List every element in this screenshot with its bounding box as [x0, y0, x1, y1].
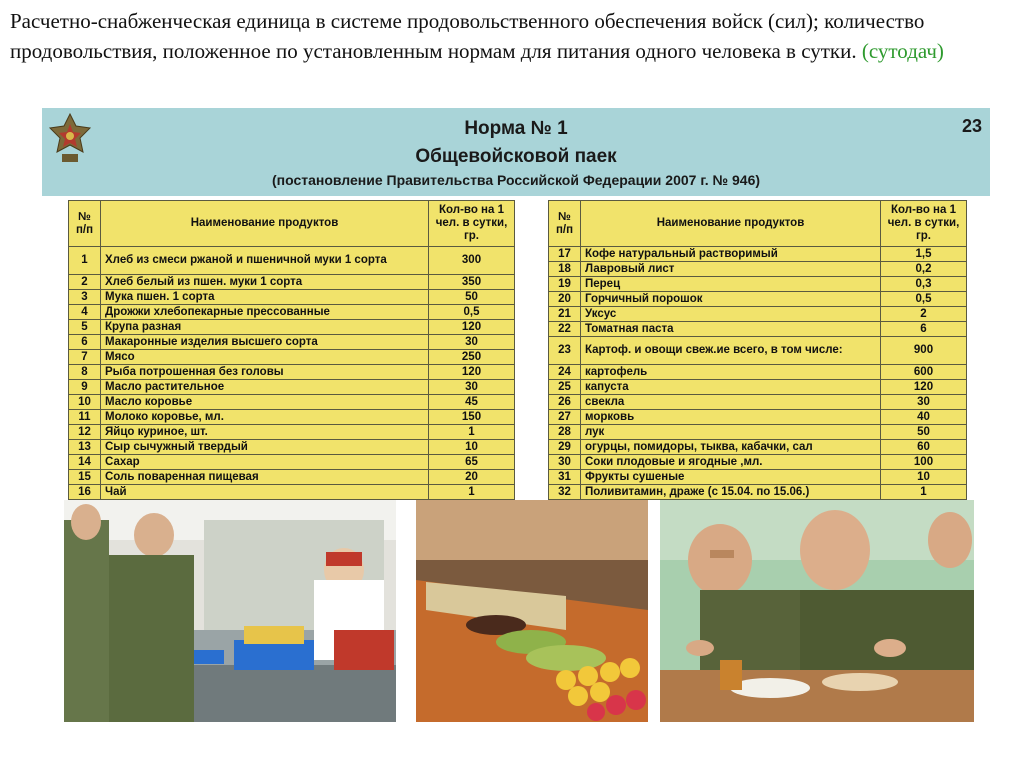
daily-quantity: 2 — [881, 307, 967, 322]
row-number: 20 — [549, 292, 581, 307]
product-name: Фрукты сушеные — [581, 470, 881, 485]
row-number: 5 — [69, 320, 101, 335]
product-name: Перец — [581, 277, 881, 292]
product-name: Макаронные изделия высшего сорта — [101, 335, 429, 350]
row-number: 16 — [69, 485, 101, 500]
daily-quantity: 350 — [429, 275, 515, 290]
row-number: 19 — [549, 277, 581, 292]
row-number: 14 — [69, 455, 101, 470]
soldiers-eating-photo — [660, 500, 974, 722]
daily-quantity: 65 — [429, 455, 515, 470]
row-number: 24 — [549, 365, 581, 380]
daily-quantity: 250 — [429, 350, 515, 365]
table-row — [549, 485, 967, 500]
daily-quantity: 1 — [429, 425, 515, 440]
header-num: № п/п — [549, 201, 581, 247]
daily-quantity: 120 — [429, 320, 515, 335]
table-row — [69, 455, 515, 470]
row-number: 18 — [549, 262, 581, 277]
mess-hall-serving-photo — [64, 500, 396, 722]
row-number: 11 — [69, 410, 101, 425]
product-name: Мука пшен. 1 сорта — [101, 290, 429, 305]
table-row — [69, 365, 515, 380]
row-number: 15 — [69, 470, 101, 485]
product-name: Соль поваренная пищевая — [101, 470, 429, 485]
header-qty: Кол-во на 1 чел. в сутки, гр. — [429, 201, 515, 247]
product-name: капуста — [581, 380, 881, 395]
header-qty: Кол-во на 1 чел. в сутки, гр. — [881, 201, 967, 247]
row-number: 30 — [549, 455, 581, 470]
table-row — [549, 425, 967, 440]
row-number: 31 — [549, 470, 581, 485]
daily-quantity: 10 — [881, 470, 967, 485]
table-row — [69, 470, 515, 485]
table-row — [549, 380, 967, 395]
row-number: 3 — [69, 290, 101, 305]
product-name: морковь — [581, 410, 881, 425]
ration-name: Общевойсковой паек — [415, 146, 617, 167]
row-number: 28 — [549, 425, 581, 440]
product-name: Масло коровье — [101, 395, 429, 410]
row-number: 25 — [549, 380, 581, 395]
header-num: № п/п — [69, 201, 101, 247]
table-row — [549, 262, 967, 277]
daily-quantity: 40 — [881, 410, 967, 425]
row-number: 13 — [69, 440, 101, 455]
daily-quantity: 1 — [429, 485, 515, 500]
table-row — [549, 307, 967, 322]
table-row — [69, 305, 515, 320]
norm-banner — [42, 108, 990, 196]
daily-quantity: 300 — [429, 247, 515, 275]
intro-paragraph — [10, 6, 1010, 66]
product-name: огурцы, помидоры, тыква, кабачки, сал — [581, 440, 881, 455]
daily-quantity: 50 — [881, 425, 967, 440]
product-name: Дрожжи хлебопекарные прессованные — [101, 305, 429, 320]
product-name: Хлеб из смеси ржаной и пшеничной муки 1 сорта — [101, 247, 429, 275]
row-number: 10 — [69, 395, 101, 410]
table-row — [549, 292, 967, 307]
product-name: Рыба потрошенная без головы — [101, 365, 429, 380]
daily-quantity: 0,5 — [881, 292, 967, 307]
product-name: Картоф. и овощи свеж.ие всего, в том числе: — [581, 337, 881, 365]
table-row — [69, 275, 515, 290]
row-number: 8 — [69, 365, 101, 380]
row-number: 22 — [549, 322, 581, 337]
intro-text: Расчетно-снабженческая единица в системе продовольственного обеспечения войск (сил); количество продовольствия, положенное по установленным нормам для питания одного человека в сутки. — [10, 9, 925, 63]
table-row — [69, 320, 515, 335]
product-name: Сыр сычужный твердый — [101, 440, 429, 455]
row-number: 27 — [549, 410, 581, 425]
table-row — [69, 350, 515, 365]
row-number: 21 — [549, 307, 581, 322]
header-name: Наименование продуктов — [101, 201, 429, 247]
ration-table-right — [548, 200, 967, 500]
table-row — [549, 277, 967, 292]
row-number: 2 — [69, 275, 101, 290]
row-number: 12 — [69, 425, 101, 440]
table-row — [549, 322, 967, 337]
product-name: картофель — [581, 365, 881, 380]
table-row — [69, 380, 515, 395]
row-number: 29 — [549, 440, 581, 455]
product-name: свекла — [581, 395, 881, 410]
product-name: Крупа разная — [101, 320, 429, 335]
daily-quantity: 20 — [429, 470, 515, 485]
food-buffet-photo — [416, 500, 648, 722]
table-row — [69, 335, 515, 350]
daily-quantity: 30 — [429, 380, 515, 395]
product-name: Сахар — [101, 455, 429, 470]
daily-quantity: 45 — [429, 395, 515, 410]
row-number: 23 — [549, 337, 581, 365]
product-name: Лавровый лист — [581, 262, 881, 277]
daily-quantity: 900 — [881, 337, 967, 365]
product-name: Горчичный порошок — [581, 292, 881, 307]
daily-quantity: 1,5 — [881, 247, 967, 262]
daily-quantity: 120 — [429, 365, 515, 380]
daily-quantity: 120 — [881, 380, 967, 395]
table-row — [549, 410, 967, 425]
table-row — [69, 410, 515, 425]
product-name: Масло растительное — [101, 380, 429, 395]
table-row — [69, 290, 515, 305]
table-row — [69, 425, 515, 440]
row-number: 1 — [69, 247, 101, 275]
product-name: Соки плодовые и ягодные ,мл. — [581, 455, 881, 470]
product-name: Чай — [101, 485, 429, 500]
table-header-row — [69, 201, 515, 247]
daily-quantity: 10 — [429, 440, 515, 455]
intro-accent-term: (сутодач) — [861, 39, 944, 63]
product-name: Молоко коровье, мл. — [101, 410, 429, 425]
row-number: 26 — [549, 395, 581, 410]
table-row — [69, 247, 515, 275]
daily-quantity: 50 — [429, 290, 515, 305]
product-name: лук — [581, 425, 881, 440]
table-row — [549, 440, 967, 455]
daily-quantity: 100 — [881, 455, 967, 470]
ration-table-left — [68, 200, 515, 500]
daily-quantity: 6 — [881, 322, 967, 337]
table-row — [69, 440, 515, 455]
daily-quantity: 0,2 — [881, 262, 967, 277]
product-name: Поливитамин, драже (с 15.04. по 15.06.) — [581, 485, 881, 500]
row-number: 32 — [549, 485, 581, 500]
product-name: Томатная паста — [581, 322, 881, 337]
norm-title: Норма № 1 — [464, 118, 568, 139]
table-header-row — [549, 201, 967, 247]
page-number: 23 — [961, 116, 982, 136]
daily-quantity: 30 — [429, 335, 515, 350]
table-row — [549, 395, 967, 410]
product-name: Уксус — [581, 307, 881, 322]
product-name: Яйцо куриное, шт. — [101, 425, 429, 440]
table-row — [69, 395, 515, 410]
table-row — [549, 247, 967, 262]
row-number: 7 — [69, 350, 101, 365]
table-row — [69, 485, 515, 500]
daily-quantity: 0,5 — [429, 305, 515, 320]
daily-quantity: 1 — [881, 485, 967, 500]
table-row — [549, 455, 967, 470]
daily-quantity: 600 — [881, 365, 967, 380]
daily-quantity: 30 — [881, 395, 967, 410]
row-number: 4 — [69, 305, 101, 320]
table-row — [549, 470, 967, 485]
header-name: Наименование продуктов — [581, 201, 881, 247]
table-row — [549, 337, 967, 365]
product-name: Хлеб белый из пшен. муки 1 сорта — [101, 275, 429, 290]
product-name: Мясо — [101, 350, 429, 365]
daily-quantity: 0,3 — [881, 277, 967, 292]
row-number: 6 — [69, 335, 101, 350]
row-number: 17 — [549, 247, 581, 262]
product-name: Кофе натуральный растворимый — [581, 247, 881, 262]
daily-quantity: 150 — [429, 410, 515, 425]
daily-quantity: 60 — [881, 440, 967, 455]
decree-reference: (постановление Правительства Российской Федерации 2007 г. № 946) — [271, 172, 761, 188]
table-row — [549, 365, 967, 380]
row-number: 9 — [69, 380, 101, 395]
